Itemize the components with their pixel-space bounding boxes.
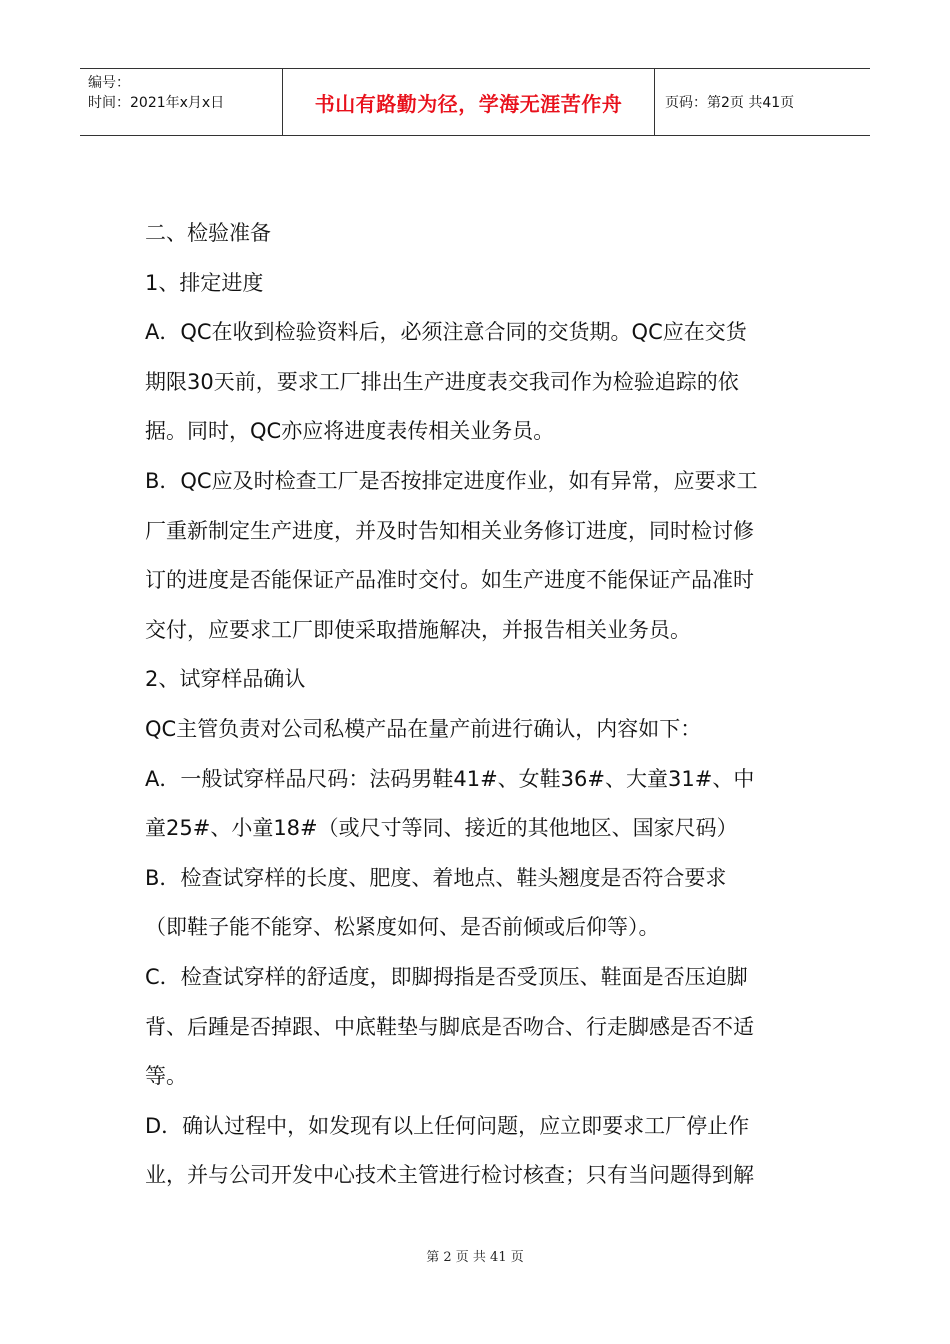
header-page-info: 页码：第2页 共41页 bbox=[665, 95, 795, 111]
text-line: 童25#、小童18#（或尺寸等同、接近的其他地区、国家尺码） bbox=[145, 816, 738, 841]
text-line: 等。 bbox=[145, 1064, 187, 1089]
page-footer: 第 2 页 共 41 页 bbox=[426, 1250, 524, 1265]
text-line: 期限30天前，要求工厂排出生产进度表交我司作为检验追踪的依 bbox=[145, 369, 739, 394]
text-line: 据。同时，QC亦应将进度表传相关业务员。 bbox=[145, 419, 555, 444]
text-line: B．检查试穿样的长度、肥度、着地点、鞋头翘度是否符合要求 bbox=[145, 865, 727, 890]
text-line: B．QC应及时检查工厂是否按排定进度作业，如有异常，应要求工 bbox=[145, 468, 758, 493]
text-line: D．确认过程中，如发现有以上任何问题，应立即要求工厂停止作 bbox=[145, 1113, 750, 1138]
header-meta bbox=[80, 69, 283, 135]
text-line: 业，并与公司开发中心技术主管进行检讨核查；只有当问题得到解 bbox=[145, 1163, 754, 1188]
document-number-label: 编号： bbox=[88, 75, 130, 91]
page-header bbox=[80, 68, 870, 136]
subsection-heading: 1、排定进度 bbox=[145, 270, 264, 295]
text-line: 背、后踵是否掉跟、中底鞋垫与脚底是否吻合、行走脚感是否不适 bbox=[145, 1014, 754, 1039]
text-line: 厂重新制定生产进度，并及时告知相关业务修订进度，同时检讨修 bbox=[145, 518, 754, 543]
text-line: QC主管负责对公司私模产品在量产前进行确认，内容如下： bbox=[145, 716, 702, 741]
subsection-heading: 2、试穿样品确认 bbox=[145, 667, 306, 692]
text-line: C．检查试穿样的舒适度，即脚拇指是否受顶压、鞋面是否压迫脚 bbox=[145, 964, 748, 989]
document-date-label: 时间：2021年x月x日 bbox=[88, 95, 225, 111]
document-body bbox=[145, 209, 810, 1201]
text-line: 交付，应要求工厂即使采取措施解决，并报告相关业务员。 bbox=[145, 617, 691, 642]
section-heading: 二、检验准备 bbox=[145, 221, 271, 245]
text-line: 订的进度是否能保证产品准时交付。如生产进度不能保证产品准时 bbox=[145, 568, 754, 593]
header-motto: 书山有路勤为径，学海无涯苦作舟 bbox=[283, 69, 655, 135]
text-line: （即鞋子能不能穿、松紧度如何、是否前倾或后仰等）。 bbox=[145, 915, 660, 940]
text-line: A．QC在收到检验资料后，必须注意合同的交货期。QC应在交货 bbox=[145, 320, 747, 345]
text-line: A．一般试穿样品尺码：法码男鞋41#、女鞋36#、大童31#、中 bbox=[145, 766, 755, 791]
